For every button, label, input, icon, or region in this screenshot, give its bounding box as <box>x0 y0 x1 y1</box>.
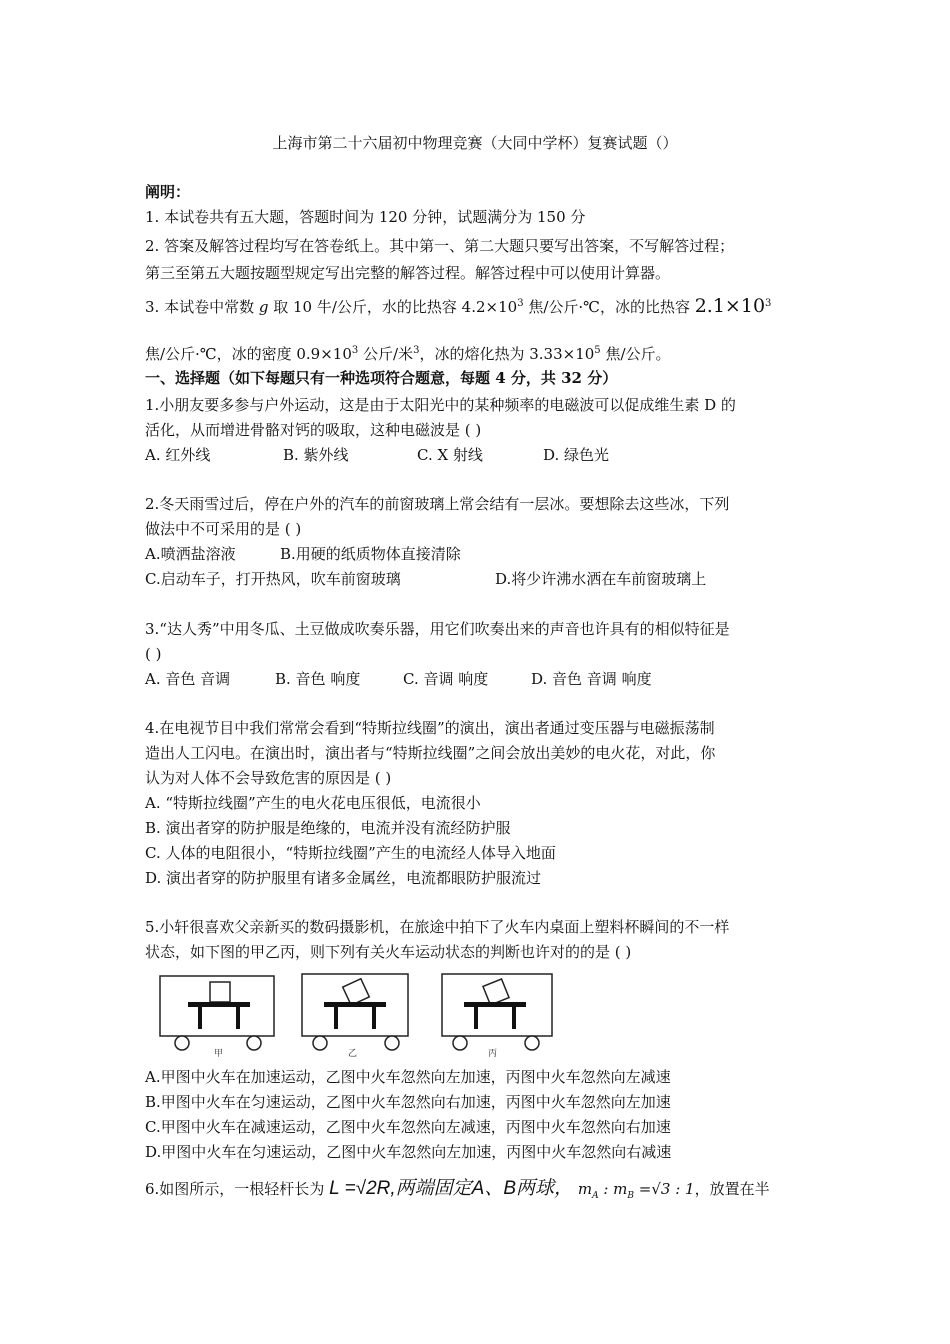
q4-line2: 造出人工闪电。在演出时，演出者与“特斯拉线圈”之间会放出美妙的电火花，对此，你 <box>145 744 716 762</box>
q2-option-d: D.将少许沸水洒在车前窗玻璃上 <box>495 570 707 588</box>
q4-line3: 认为对人体不会导致危害的原因是 ( ) <box>145 769 392 787</box>
wheel-left <box>175 1036 189 1050</box>
note-3-formula: 2.1×10 <box>694 295 766 317</box>
q5-figures <box>158 970 558 1060</box>
q2-options-row1 <box>145 544 461 564</box>
note-3-text-b: 取 10 牛/公斤，水的比热容 4.2×10 <box>268 298 518 316</box>
note-2-line1: 2. 答案及解答过程均写在答卷纸上。其中第一、第二大题只要写出答案，不写解答过程； <box>145 237 735 255</box>
figure-jia <box>158 970 278 1060</box>
q6-ratio-m: m <box>577 1180 593 1198</box>
q1-option-b: B. 紫外线 <box>283 446 349 464</box>
q5-option-d: D.甲图中火车在匀速运动，乙图中火车忽然向左加速，丙图中火车忽然向右减速 <box>145 1143 672 1161</box>
note-3b-exp2: 3 <box>413 345 420 356</box>
q5-line1: 5.小轩很喜欢父亲新买的数码摄影机，在旅途中拍下了火车内桌面上塑料杯瞬间的不一样 <box>145 918 730 936</box>
wheel-right <box>525 1036 539 1050</box>
q6-ratio-sub-b: B <box>627 1191 635 1201</box>
q4-option-d: D. 演出者穿的防护服里有诸多金属丝，电流都眼防护服流过 <box>145 869 542 887</box>
q2-option-a: A.喷洒盐溶液 <box>145 545 236 563</box>
q6-ratio <box>577 1180 695 1201</box>
q3-line2: ( ) <box>145 645 162 663</box>
table-leg-left <box>334 1007 338 1029</box>
figure-label-yi: 乙 <box>348 1049 358 1059</box>
table-top <box>464 1002 526 1007</box>
q2-option-b: B.用硬的纸质物体直接清除 <box>280 545 461 563</box>
note-3b-exp3: 5 <box>594 345 601 356</box>
note-3-text-a: 3. 本试卷中常数 <box>145 298 259 316</box>
q5-option-a: A.甲图中火车在加速运动，乙图中火车忽然向左加速，丙图中火车忽然向左减速 <box>145 1068 671 1086</box>
note-3b-exp1: 3 <box>351 345 359 356</box>
q2-option-c: C.启动车子，打开热风，吹车前窗玻璃 <box>145 570 401 588</box>
q1-line2: 活化，从而增进骨骼对钙的吸取，这种电磁波是 ( ) <box>145 421 482 439</box>
q6-line1 <box>145 1176 770 1209</box>
figure-bing <box>440 970 560 1060</box>
q3-option-a: A. 音色 音调 <box>145 670 231 688</box>
q1-options <box>145 445 609 465</box>
figure-yi <box>300 970 420 1060</box>
note-3-exp1: 3 <box>517 298 524 309</box>
note-3b-text-d: 焦/公斤。 <box>600 345 671 363</box>
q3-line1: 3.“达人秀”中用冬瓜、土豆做成吹奏乐器，用它们吹奏出来的声音也许具有的相似特征是 <box>145 620 730 638</box>
note-3-line2 <box>145 341 671 364</box>
q4-option-b: B. 演出者穿的防护服是绝缘的，电流并没有流经防护服 <box>145 819 511 837</box>
wheel-left <box>313 1036 327 1050</box>
q3-options <box>145 669 652 689</box>
note-3-text-c: 焦/公斤·℃，冰的比热容 <box>523 298 695 316</box>
q6-ratio-sub-a: A <box>592 1191 599 1201</box>
q2-line2: 做法中不可采用的是 ( ) <box>145 520 302 538</box>
page-title: 上海市第二十六届初中物理竞赛（大同中学杯）复赛试题（） <box>272 134 678 152</box>
figure-label-bing: 丙 <box>488 1049 498 1059</box>
note-3-formula-exp: 3 <box>765 298 772 309</box>
table-leg-left <box>198 1007 202 1029</box>
q5-option-b: B.甲图中火车在匀速运动，乙图中火车忽然向右加速，丙图中火车忽然向左加速 <box>145 1093 671 1111</box>
table-leg-right <box>512 1007 516 1029</box>
figure-label-jia: 甲 <box>214 1049 224 1059</box>
q5-option-c: C.甲图中火车在减速运动，乙图中火车忽然向左减速，丙图中火车忽然向右加速 <box>145 1118 671 1136</box>
q6-ratio-post: =√3 : 1 <box>634 1180 695 1198</box>
q5-line2: 状态，如下图的甲乙丙，则下列有关火车运动状态的判断也许对的的是 ( ) <box>145 943 632 961</box>
q3-option-d: D. 音色 音调 响度 <box>531 670 652 688</box>
cup-shape <box>343 979 370 1006</box>
note-1: 1. 本试卷共有五大题，答题时间为 120 分钟，试题满分为 150 分 <box>145 208 586 226</box>
wheel-right <box>385 1036 399 1050</box>
q1-option-c: C. X 射线 <box>417 446 483 464</box>
cup-shape <box>210 982 230 1002</box>
q6-text-post: ，放置在半 <box>694 1180 770 1198</box>
q1-option-a: A. 红外线 <box>145 446 211 464</box>
table-leg-right <box>372 1007 376 1029</box>
note-3-line1 <box>145 294 771 317</box>
q2-line1: 2.冬天雨雪过后，停在户外的汽车的前窗玻璃上常会结有一层冰。要想除去这些冰，下列 <box>145 495 730 513</box>
note-3-g: g <box>258 298 269 316</box>
notes-heading: 阐明： <box>145 183 191 201</box>
q3-option-c: C. 音调 响度 <box>403 670 489 688</box>
q6-ratio-mid: : m <box>598 1180 628 1198</box>
q2-options-row2 <box>145 569 706 589</box>
q6-formula: L =√2R,两端固定A、B两球， <box>329 1178 574 1199</box>
table-top <box>188 1002 250 1007</box>
section-1-heading: 一、选择题（如下每题只有一种选项符合题意，每题 4 分，共 32 分） <box>145 369 618 387</box>
note-3b-text-a: 焦/公斤·℃，冰的密度 0.9×10 <box>145 345 352 363</box>
q6-text-pre: 6.如图所示，一根轻杆长为 <box>145 1180 330 1198</box>
wheel-right <box>247 1036 261 1050</box>
note-2-line2: 第三至第五大题按题型规定写出完整的解答过程。解答过程中可以使用计算器。 <box>145 264 671 282</box>
table-top <box>324 1002 386 1007</box>
q4-option-a: A. “特斯拉线圈”产生的电火花电压很低，电流很小 <box>145 794 481 812</box>
cup-shape <box>483 979 509 1005</box>
q1-option-d: D. 绿色光 <box>543 446 610 464</box>
q4-line1: 4.在电视节目中我们常常会看到“特斯拉线圈”的演出，演出者通过变压器与电磁振荡制 <box>145 719 715 737</box>
wheel-left <box>453 1036 467 1050</box>
note-3b-text-c: ，冰的熔化热为 3.33×10 <box>419 345 595 363</box>
note-3b-text-b: 公斤/米 <box>358 345 414 363</box>
table-leg-right <box>236 1007 240 1029</box>
q1-line1: 1.小朋友要多参与户外运动，这是由于太阳光中的某种频率的电磁波可以促成维生素 D 的 <box>145 396 736 414</box>
q4-option-c: C. 人体的电阻很小，“特斯拉线圈”产生的电流经人体导入地面 <box>145 844 556 862</box>
q3-option-b: B. 音色 响度 <box>275 670 361 688</box>
table-leg-left <box>474 1007 478 1029</box>
